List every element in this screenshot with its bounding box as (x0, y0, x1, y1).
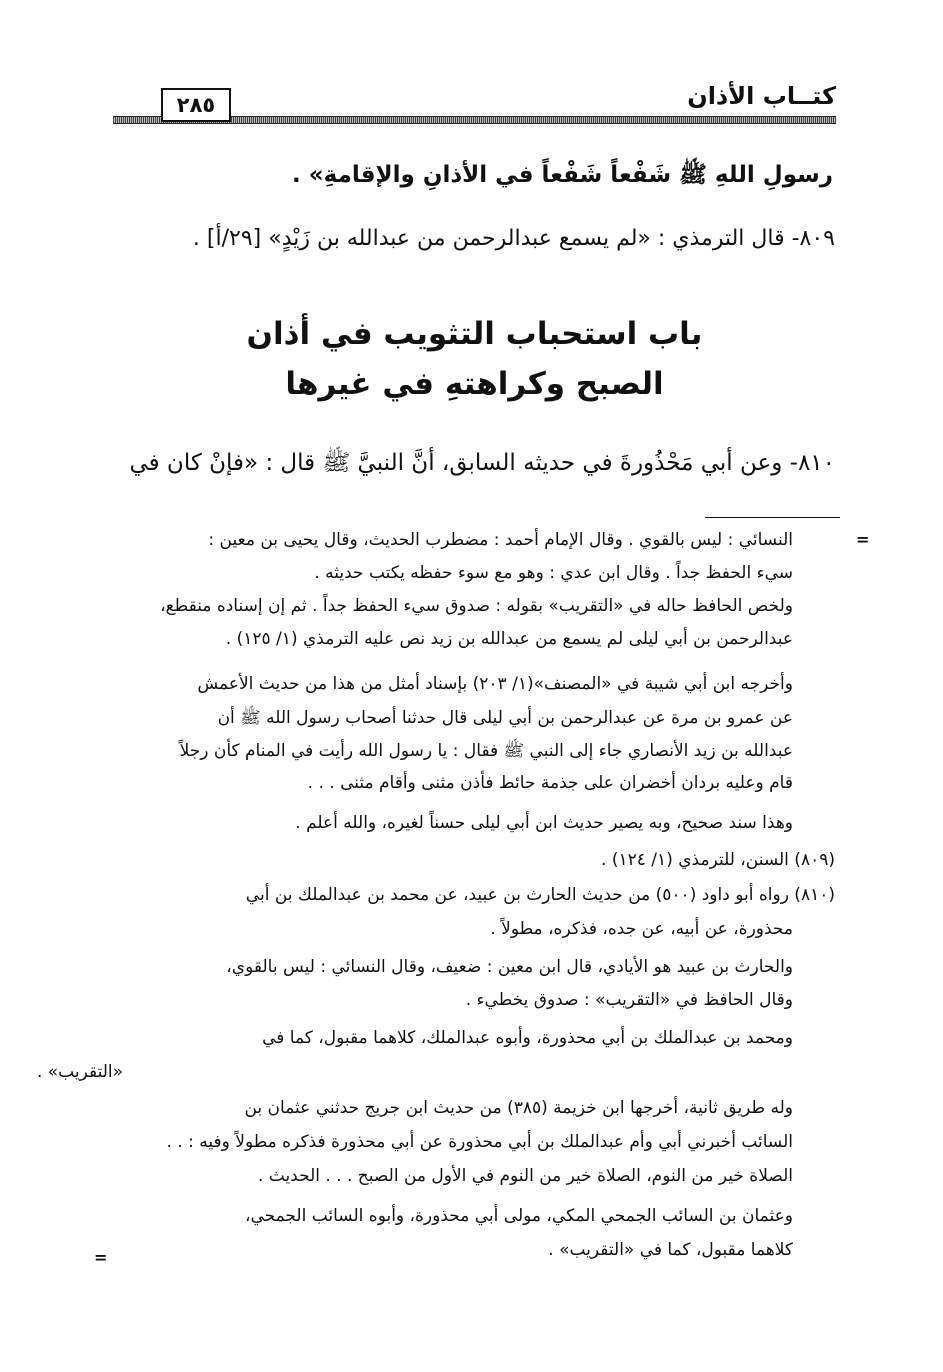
footnote-line: وعثمان بن السائب الجمحي المكي، مولى أبي محذورة، وأبوه السائب الجمحي، (244, 1206, 793, 1226)
footnote-line: عبدالله بن زيد الأنصاري جاء إلى النبي ﷺ فقال : يا رسول الله رأيت في المنام كأن رجلاً (179, 741, 793, 761)
chapter-title-line-2: الصبح وكراهتهِ في غيرها (285, 366, 664, 402)
footnote-line: (٨١٠) رواه أبو داود (٥٠٠) من حديث الحارث بن عبيد، عن محمد بن عبدالملك بن أبي (245, 885, 835, 905)
footnote-line: والحارث بن عبيد هو الأيادي، قال ابن معين : ضعيف، وقال النسائي : ليس بالقوي، (226, 957, 793, 977)
footnote-line: كلاهما مقبول، كما في «التقريب» . (548, 1240, 793, 1260)
footnote-line: وأخرجه ابن أبي شيبة في «المصنف»(١/ ٢٠٣) بإسناد أمثل من هذا من حديث الأعمش (197, 674, 793, 694)
footnote-line: سيء الحفظ جداً . وقال ابن عدي : وهو مع سوء حفظه يكتب حديثه . (314, 563, 793, 583)
footnote-continuation-mark-bottom: = (94, 1248, 108, 1267)
footnote-line: ولخص الحافظ حاله في «التقريب» بقوله : صدوق سيء الحفظ جداً . ثم إن إسناده منقطع، (160, 596, 793, 616)
footnote-line: وقال الحافظ في «التقريب» : صدوق يخطيء . (465, 990, 793, 1010)
chapter-title-line-1: باب استحباب التثويب في أذان (246, 316, 703, 352)
page-number: ٢٨٥ (161, 88, 231, 122)
footnote-line: عبدالرحمن بن أبي ليلى لم يسمع من عبدالله بن زيد نص عليه الترمذي (١/ ١٢٥) . (225, 629, 793, 649)
footnote-line: «التقريب» . (36, 1062, 123, 1082)
text-line-810: ٨١٠- وعن أبي مَحْذُورةَ في حديثه السابق، أنَّ النبيَّ ﷺ قال : «فإنْ كان في (129, 450, 835, 476)
footnote-line: قام وعليه بردان أخضران على جذمة حائط فأذن مثنى وأقام مثنى . . . (307, 773, 793, 793)
footnote-line: ومحمد بن عبدالملك بن أبي محذورة، وأبوه عبدالملك، كلاهما مقبول، كما في (262, 1028, 793, 1048)
footnote-line: محذورة، عن أبيه، عن جده، فذكره، مطولاً . (490, 919, 793, 939)
footnote-line: السائب أخبرني أبي وأم عبدالملك بن أبي محذورة عن أبي محذورة فذكره مطولاً وفيه : . . (166, 1132, 793, 1152)
text-line-809: ٨٠٩- قال الترمذي : «لم يسمع عبدالرحمن من عبدالله بن زَيْدٍ» [٢٩/أ] . (192, 226, 835, 251)
footnote-line: (٨٠٩) السنن، للترمذي (١/ ١٢٤) . (601, 850, 835, 870)
footnote-continuation-mark-top: = (856, 530, 870, 549)
footnote-line: وله طريق ثانية، أخرجها ابن خزيمة (٣٨٥) من حديث ابن جريج حدثني عثمان بن (244, 1098, 793, 1118)
footnote-divider (705, 517, 840, 518)
page-header (113, 82, 836, 124)
footnote-line: النسائي : ليس بالقوي . وقال الإمام أحمد : مضطرب الحديث، وقال يحيى بن معين : (208, 530, 793, 550)
footnote-line: وهذا سند صحيح، وبه يصير حديث ابن أبي ليلى حسناً لغيره، والله أعلم . (295, 813, 793, 833)
footnote-line: عن عمرو بن مرة عن عبدالرحمن بن أبي ليلى قال حدثنا أصحاب رسول الله ﷺ أن (217, 708, 793, 728)
footnote-line: الصلاة خير من النوم، الصلاة خير من النوم في الأول من الصبح . . . الحديث . (257, 1166, 793, 1186)
text-line-1: رسولِ اللهِ ﷺ شَفْعاً شَفْعاً في الأذانِ والإقامةِ» . (292, 162, 833, 188)
book-title: كتــاب الأذان (687, 82, 836, 110)
